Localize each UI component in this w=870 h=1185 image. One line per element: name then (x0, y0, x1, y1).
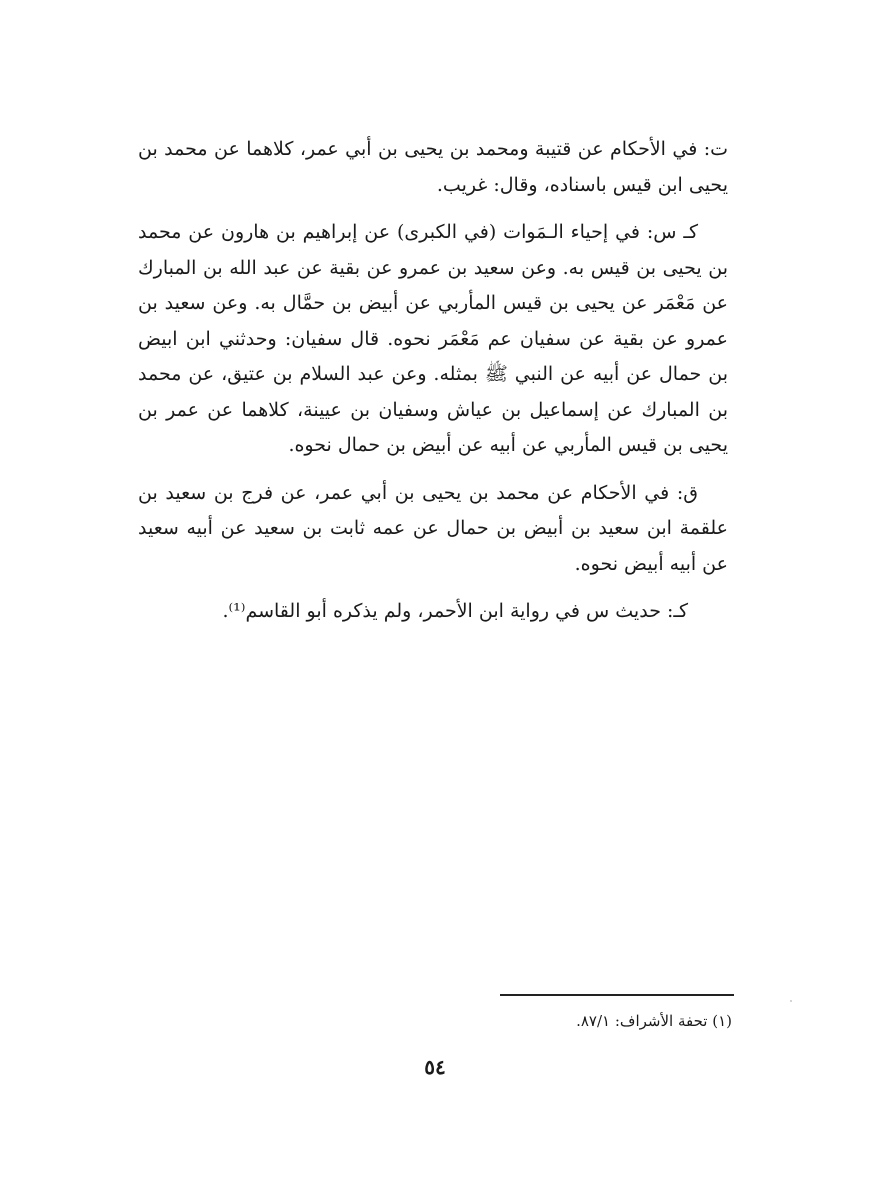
paragraph-tirmidhi: ت: في الأحكام عن قتيبة ومحمد بن يحيى بن أبي عمر، كلاهما عن محمد بن يحيى ابن قيس باسناده، وقال: غريب. (138, 138, 728, 196)
scan-speck (790, 1000, 792, 1002)
main-text (138, 132, 728, 642)
footnote: (١) تحفة الأشراف: ٨٧/١. (576, 1012, 732, 1030)
footnote-divider (500, 994, 734, 996)
paragraph-ibn-majah: ق: في الأحكام عن محمد بن يحيى بن أبي عمر، عن فرج بن سعيد بن علقمة ابن سعيد بن أبيض بن حمال عن عمه ثابت بن سعيد عن أبيه سعيد عن أبيه أبيض نحوه. (138, 481, 728, 575)
paragraph-note: كـ: حديث س في رواية ابن الأحمر، ولم يذكره أبو القاسم⁽¹⁾. (222, 600, 688, 622)
page-number: ٥٤ (424, 1055, 446, 1079)
paragraph-nasai: كـ س: في إحياء الـمَوات (في الكبرى) عن إبراهيم بن هارون عن محمد بن يحيى بن قيس به. وعن سعيد بن عمرو عن بقية عن عبد الله بن المبارك عن مَعْمَر عن يحيى بن قيس المأربي عن أبيض بن حمَّال به. وعن سعيد بن عمرو عن بقية عن سفيان عم مَعْمَر نحوه. قال سفيان: وحدثني ابن ابيض بن حمال عن أبيه عن النبي ﷺ بمثله. وعن عبد السلام بن عتيق، عن محمد بن المبارك عن إسماعيل بن عياش وسفيان بن عيينة، كلاهما عن عمر بن يحيى بن قيس المأربي عن أبيه عن أبيض بن حمال نحوه. (138, 221, 728, 456)
